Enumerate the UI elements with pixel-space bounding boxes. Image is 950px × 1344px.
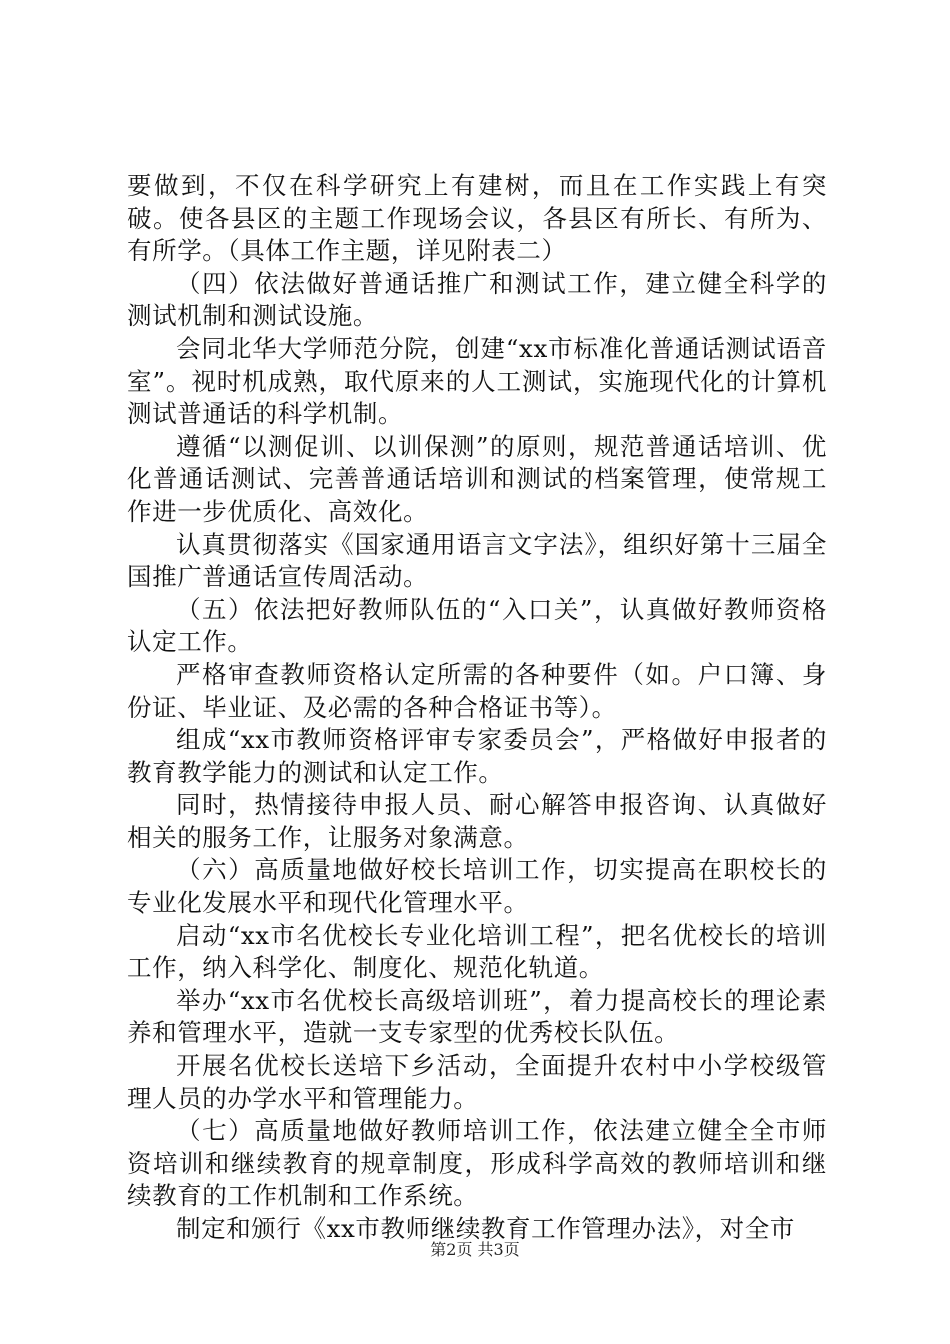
document-body: [127, 170, 827, 1246]
paragraph: 认真贯彻落实《国家通用语言文字法》，组织好第十三届全国推广普通话宣传周活动。: [127, 529, 827, 592]
paragraph: （四）依法做好普通话推广和测试工作，建立健全科学的测试机制和测试设施。: [127, 268, 827, 331]
paragraph: 严格审查教师资格认定所需的各种要件（如。户口簿、身份证、毕业证、及必需的各种合格证书等）。: [127, 659, 827, 722]
page-number-footer: 第2页 共3页: [430, 1240, 520, 1259]
paragraph: 遵循“以测促训、以训保测”的原则，规范普通话培训、优化普通话测试、完善普通话培训和测试的档案管理，使常规工作进一步优质化、高效化。: [127, 431, 827, 526]
paragraph: （五）依法把好教师队伍的“入口关”，认真做好教师资格认定工作。: [127, 594, 827, 657]
paragraph: 会同北华大学师范分院，创建“xx市标准化普通话测试语音室”。视时机成熟，取代原来的人工测试，实施现代化的计算机测试普通话的科学机制。: [127, 333, 827, 429]
paragraph: （六）高质量地做好校长培训工作，切实提高在职校长的专业化发展水平和现代化管理水平。: [127, 855, 827, 918]
paragraph: 开展名优校长送培下乡活动，全面提升农村中小学校级管理人员的办学水平和管理能力。: [127, 1051, 827, 1113]
paragraph: 要做到，不仅在科学研究上有建树，而且在工作实践上有突破。使各县区的主题工作现场会议，各县区有所长、有所为、有所学。（具体工作主题，详见附表二）: [127, 171, 827, 266]
paragraph: （七）高质量地做好教师培训工作，依法建立健全全市师资培训和继续教育的规章制度，形成科学高效的教师培训和继续教育的工作机制和工作系统。: [127, 1116, 827, 1211]
paragraph: 同时，热情接待申报人员、耐心解答申报咨询、认真做好相关的服务工作，让服务对象满意。: [127, 790, 827, 852]
paragraph: 举办“xx市名优校长高级培训班”，着力提高校长的理论素养和管理水平，造就一支专家型的优秀校长队伍。: [127, 985, 827, 1048]
paragraph: 组成“xx市教师资格评审专家委员会”，严格做好申报者的教育教学能力的测试和认定工作。: [127, 725, 827, 787]
paragraph: 启动“xx市名优校长专业化培训工程”，把名优校长的培训工作，纳入科学化、制度化、规范化轨道。: [127, 920, 827, 983]
paragraph: 制定和颁行《xx市教师继续教育工作管理办法》，对全市: [176, 1214, 795, 1243]
